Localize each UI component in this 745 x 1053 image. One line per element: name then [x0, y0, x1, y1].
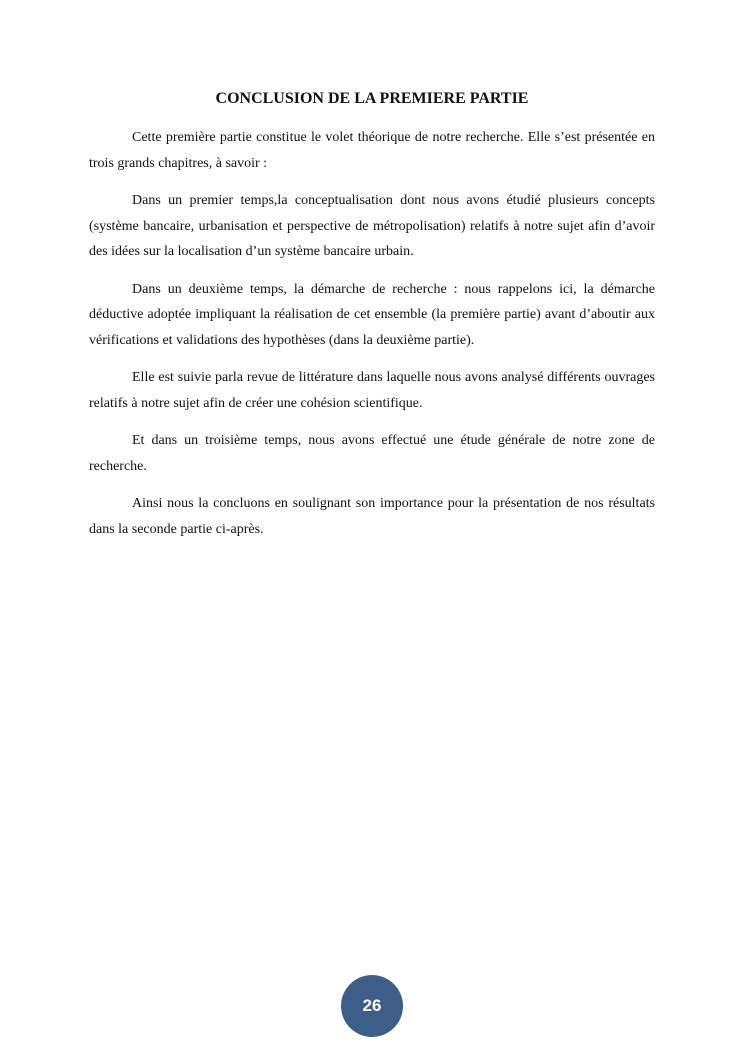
paragraph-3: Dans un deuxième temps, la démarche de recherche : nous rappelons ici, la démarche déductive adoptée impliquant la réalisation de cet ensemble (la première partie) avant d’aboutir aux vérifications et validations des hypothèses (dans la deuxième partie). [89, 281, 655, 348]
page-number-badge: 26 [341, 975, 403, 1037]
paragraph-2: Dans un premier temps,la conceptualisation dont nous avons étudié plusieurs concepts (système bancaire, urbanisation et perspective de métropolisation) relatifs à notre sujet afin d’avoir des idées sur la localisation d’un système bancaire urbain. [89, 193, 655, 259]
page-title: CONCLUSION DE LA PREMIERE PARTIE [215, 90, 529, 107]
paragraph-4: Elle est suivie parla revue de littérature dans laquelle nous avons analysé différents ouvrages relatifs à notre sujet afin de créer une cohésion scientifique. [89, 370, 655, 411]
paragraph-5: Et dans un troisième temps, nous avons effectué une étude générale de notre zone de recherche. [89, 433, 655, 474]
paragraph-1: Cette première partie constitue le volet théorique de notre recherche. Elle s’est présentée en trois grands chapitres, à savoir : [89, 130, 655, 171]
body-text [89, 125, 655, 554]
paragraph-6: Ainsi nous la concluons en soulignant son importance pour la présentation de nos résultats dans la seconde partie ci-après. [89, 496, 655, 537]
